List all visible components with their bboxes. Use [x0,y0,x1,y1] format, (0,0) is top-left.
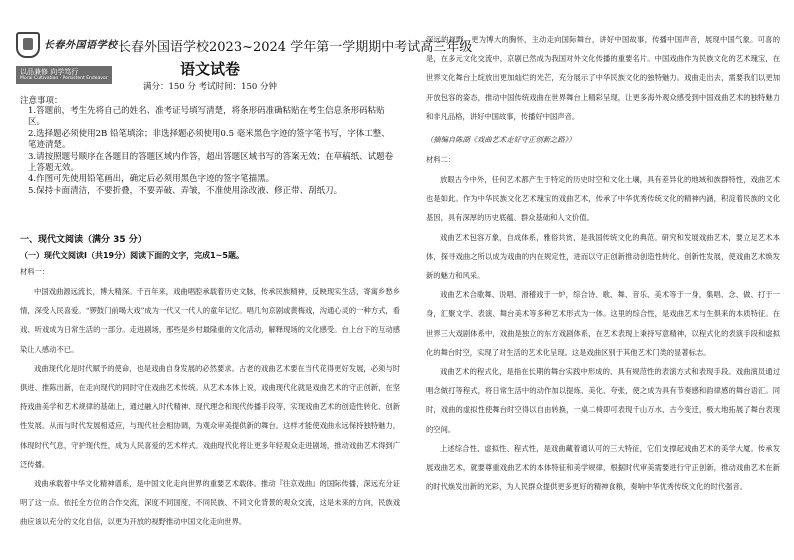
paragraph: 戏曲承载着中华文化精神谱系，是中国文化走向世界的重要艺术载体。推动『往京戏曲』的国际传播，深远充分证明了这一点。依托全方位的合作交流，深度不同国度、不同民族、不同文化背景的观众交流，这是未来的方向，民族戏曲应该以充分的文化自信，以更为开放的视野推动中国文化走向世界。 [20,479,400,527]
paragraph: 戏曲现代化是时代赋予的使命，也是戏曲自身发展的必然要求。古老的戏曲艺术要在当代花得更好发展，必须与时俱进、推陈出新，在走向现代的同时守住戏曲艺术传统。从艺术本体上说，戏曲现代化就是戏曲艺术的守正创新，在坚持戏曲美学和艺术规律的基础上，通过融入时代精神、现代理念和现代传播手段等，实现戏曲艺术的创造性转化、创新性发展。从而与时代发展相适应，与现代社会相协调，为观众审美提供新的舞台。这样才能使戏曲永远保持独特魅力，体现时代气息，守护现代性，成为人民喜爱的艺术样式。戏曲现代化将让更多年轻观众走进剧场，推动戏曲艺术得到广泛传播。 [20,363,400,469]
notice-item: 2.选择题必须使用2B 铅笔填涂；非选择题必须使用0.5 毫米黑色字迹的签字笔书写，字体工整、笔迹清楚。 [28,128,390,151]
paragraph: 中国戏曲源远流长，博大精深。千百年来，戏曲唱腔承载着历史文脉，传承民族精神，反映现实生活，寄寓乡愁乡情，深受人民喜爱。“锣鼓门前喝大戏”成为一代又一代人的童年记忆。唱几句京剧或黄梅戏，沟通心灵的一种方式，看戏、听戏成为日常生活的一部分。走进剧场，那些是乡村最隆重的文化活动，解释现场的文化感受。台上台下的互动感染让人感动不已。 [20,287,400,354]
material-label [20,262,400,281]
source-citation: （摘编自陈湖《戏曲艺术走好守正创新之路》） [426,135,576,144]
sub-heading: （一）现代文阅读I（共19分）阅读下面的文字，完成1~5题。 [20,251,244,260]
paragraph: 上述综合性、虚拟性、程式性，是戏曲藏着通认可的三大特征，它们支撑起戏曲艺术的美学大厦。传承发展戏曲艺术，就要尊重戏曲艺术的本体特征和美学规律，根据时代审美需要进行守正创新，推动戏曲艺术在新的时代焕发出新的光彩，为人民群众提供更多更好的精神食粮，奏响中华优秀传统文化的时代强音。 [426,443,780,492]
notice-item: 5.保持卡面清洁，不要折叠，不要弄破、弄皱，不准使用涂改液、修正带、刮纸刀。 [28,185,343,196]
notice-item: 4.作图可先使用铅笔画出，确定后必须用黑色字迹的签字笔描黑。 [28,174,275,185]
notice-item: 3.请按照题号顺序在各题目的答题区域内作答，超出答题区域书写的答案无效；在草稿纸、试题卷上答题无效。 [28,151,394,174]
material1-continued [426,30,780,126]
motto-en: Moral Cultivation · Persistent Endeavor [20,76,108,81]
motto-cn: 以品兼修 向学笃行 [20,68,79,76]
section-heading: 一、现代文阅读（满分 35 分） [20,235,147,245]
exam-meta: 满分：150 分 考试时间：150 分钟 [142,82,278,92]
paragraph: 戏曲艺术合歌舞、说唱、滑稽戏于一炉，综合诗、歌、舞、音乐、美术等于一身，集唱、念、做、打于一身，汇聚文学、表演、舞台美术等多种艺术形式为一体。这里的综合性，是戏曲艺术与生俱来的本质特征。在世界三大戏剧体系中，戏曲是独立的东方戏剧体系，在艺术表现上秉持写意精神，以程式化的表演手段和虚拟化的舞台时空，实现了对生活的艺术化呈现。这是戏曲区别于其他艺术门类的显著标志。 [426,290,780,357]
notice-item: 1.答题前，考生先将自己的姓名、准考证号填写清楚，将条形码准确粘贴在考生信息条形码粘贴区。 [28,106,385,128]
paragraph: 戏曲艺术包容万象，自成体系，雅俗共赏，是我国传统文化的典范。研究和发展戏曲艺术，要立足艺术本体，探寻戏曲之所以成为戏曲的内在规定性，进而以守正创新推动创造性转化、创新性发展，使戏曲艺术焕发新的魅力和风采。 [426,232,780,281]
logo-script: 长春外国语学校 [44,40,118,51]
paper-title: 语文试卷 [179,60,240,78]
material2-text [426,170,780,554]
crest-icon [16,32,40,58]
paragraph: 放眼古今中外，任何艺术都产生于特定的历史时空和文化土壤，具有差异化的地域和族群特性，戏曲艺术也是如此。作为中华民族文化艺术瑰宝的戏曲艺术，传承了中华优秀传统文化的精神内涵，积淀着民族的文化基因，具有深厚的历史底蕴、群众基础和人文价值。 [426,175,780,223]
material2-label: 材料二： [426,155,456,164]
paragraph: 深远的视野、更为博大的胸怀，主动走向国际舞台，讲好中国故事，传播中国声音，展现中国气象。可喜的是，在多元文化交流中，京剧已然成为我国对外文化传播的重要名片。中国戏曲作为民族文化的艺术瑰宝，在世界文化舞台上绽放出更加灿烂的光芒，充分展示了中华民族文化的独特魅力。戏曲走出去，需要我们以更加开放包容的姿态，推动中国传统戏曲在世界舞台上精彩呈现，让更多海外观众感受到中国戏曲艺术的独特魅力和非凡品格，讲好中国故事，传播好中国声音。 [426,35,780,121]
material1-label: 材料一： [20,267,50,276]
notice-list [28,106,398,197]
exam-title: 长春外国语学校2023~2024 学年第一学期期中考试高三年级 [118,40,473,55]
paragraph: 戏曲艺术的程式化，是指在长期的舞台实践中形成的、具有规范性的表演方式和表现手段。戏曲演员通过唱念做打等程式，将日常生活中的动作加以提炼、美化、夸张，使之成为具有节奏感和韵律感的舞台语汇。同时，戏曲的虚拟性使舞台时空得以自由转换，一桌二椅即可表现千山万水、古今变迁，极大地拓展了舞台表现的空间。 [426,367,780,434]
material1-text [20,282,400,560]
notice-heading: 注意事项： [20,96,63,106]
